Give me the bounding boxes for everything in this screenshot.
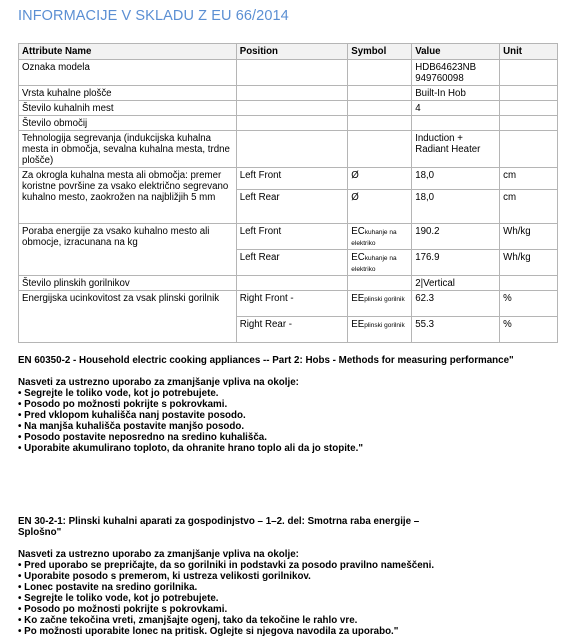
- symbol-main: EE: [351, 293, 365, 304]
- list-item: • Lonec postavite na sredino gorilnika.: [18, 582, 568, 593]
- cell-empty: [236, 86, 348, 101]
- cell-unit: Wh/kg: [500, 250, 558, 276]
- cell-label: Oznaka modela: [19, 60, 237, 86]
- cell-position: Right Rear -: [236, 317, 348, 343]
- cell-empty: [236, 60, 348, 86]
- cell-symbol: [348, 250, 412, 276]
- cell-symbol: [348, 291, 412, 317]
- cell-position: Left Front: [236, 224, 348, 250]
- cell-empty: [500, 101, 558, 116]
- cell-empty: [348, 101, 412, 116]
- cell-empty: [500, 276, 558, 291]
- cell-label: Tehnologija segrevanja (indukcijska kuhalna mesta in območja, sevalna kuhalna mesta, trdne plošče): [19, 131, 237, 168]
- cell-empty: [500, 86, 558, 101]
- cell-unit: Wh/kg: [500, 224, 558, 250]
- list-item: • Posodo po možnosti pokrijte s pokrovkami.: [18, 399, 568, 410]
- cell-empty: [348, 276, 412, 291]
- cell-value: 190.2: [412, 224, 500, 250]
- cell-empty: [500, 131, 558, 168]
- table-row: [19, 291, 558, 317]
- symbol-subscript: plinski gorilnik: [364, 296, 405, 303]
- symbol-subscript: kuhanje na elektriko: [351, 255, 397, 273]
- electric-advice-intro: Nasveti za ustrezno uporabo za zmanjšanje vpliva na okolje:: [18, 377, 299, 388]
- list-item: • Ko začne tekočina vreti, zmanjšajte ogenj, tako da tekočine le rahlo vre.: [18, 615, 568, 626]
- header-attribute: Attribute Name: [19, 44, 237, 60]
- cell-value: 4: [412, 101, 500, 116]
- gas-section: [18, 516, 448, 637]
- table-row: [19, 276, 558, 291]
- table-row: [19, 101, 558, 116]
- list-item: • Segrejte le toliko vode, kot jo potrebujete.: [18, 593, 568, 604]
- cell-position: Left Rear: [236, 250, 348, 276]
- gas-advice-list: [18, 560, 568, 637]
- cell-label: Energijska ucinkovitost za vsak plinski gorilnik: [19, 291, 237, 343]
- table-row: [19, 224, 558, 250]
- table-header-row: [19, 44, 558, 60]
- spacer: [18, 538, 448, 549]
- cell-label: Število plinskih gorilnikov: [19, 276, 237, 291]
- symbol-main: EC: [351, 226, 365, 237]
- symbol-main: EC: [351, 252, 365, 263]
- cell-symbol: [348, 317, 412, 343]
- cell-empty: [348, 86, 412, 101]
- gas-standard-heading: EN 30-2-1: Plinski kuhalni aparati za gospodinjstvo – 1–2. del: Smotrna raba energije – Splošno": [18, 516, 420, 538]
- cell-position: Left Rear: [236, 190, 348, 224]
- list-item: • Uporabite posodo s premerom, ki ustreza velikosti gorilnikov.: [18, 571, 568, 582]
- cell-position: Right Front -: [236, 291, 348, 317]
- cell-value: Built-In Hob: [412, 86, 500, 101]
- header-value: Value: [412, 44, 500, 60]
- cell-empty: [348, 60, 412, 86]
- list-item: • Segrejte le toliko vode, kot jo potrebujete.: [18, 388, 568, 399]
- cell-symbol: Ø: [348, 168, 412, 190]
- product-number: 949760098: [415, 73, 464, 84]
- header-symbol: Symbol: [348, 44, 412, 60]
- cell-label: Za okrogla kuhalna mesta ali območja: premer koristne površine za vsako električno segrevano kuhalno mesto, zaokrožen na najbližjih 5 mm: [19, 168, 237, 224]
- cell-value: [412, 60, 500, 86]
- cell-value: 62.3: [412, 291, 500, 317]
- cell-empty: [236, 116, 348, 131]
- cell-empty: [500, 60, 558, 86]
- symbol-subscript: kuhanje na elektriko: [351, 229, 397, 247]
- cell-label: Vrsta kuhalne plošče: [19, 86, 237, 101]
- table-row: [19, 131, 558, 168]
- list-item: • Uporabite akumulirano toploto, da ohranite hrano toplo ali da jo stopite.": [18, 443, 568, 454]
- cell-empty: [348, 131, 412, 168]
- list-item: • Pred vklopom kuhališča nanj postavite posodo.: [18, 410, 568, 421]
- symbol-main: EE: [351, 319, 365, 330]
- list-item: • Pred uporabo se prepričajte, da so gorilniki in podstavki za posodo pravilno nameščeni.: [18, 560, 568, 571]
- list-item: • Posodo postavite neposredno na sredino kuhališča.: [18, 432, 568, 443]
- table-row: [19, 86, 558, 101]
- cell-value: 176.9: [412, 250, 500, 276]
- page-title: INFORMACIJE V SKLADU Z EU 66/2014: [18, 8, 289, 24]
- list-item: • Na manjša kuhališča postavite manjšo posodo.: [18, 421, 568, 432]
- electric-standard-heading: EN 60350-2 - Household electric cooking appliances -- Part 2: Hobs - Methods for measuring performance": [18, 355, 514, 366]
- cell-empty: [236, 276, 348, 291]
- cell-symbol: Ø: [348, 190, 412, 224]
- cell-value: 18,0: [412, 168, 500, 190]
- spec-table: [18, 43, 558, 343]
- cell-value: 2|Vertical: [412, 276, 500, 291]
- electric-advice-list: [18, 388, 568, 454]
- cell-empty: [236, 131, 348, 168]
- spacer: [18, 366, 568, 377]
- list-item: • Po možnosti uporabite lonec na pritisk. Oglejte si njegova navodila za uporabo.": [18, 626, 568, 637]
- header-position: Position: [236, 44, 348, 60]
- cell-empty: [412, 116, 500, 131]
- table-row: [19, 168, 558, 190]
- gas-advice-intro: Nasveti za ustrezno uporabo za zmanjšanje vpliva na okolje:: [18, 549, 299, 560]
- cell-unit: %: [500, 291, 558, 317]
- cell-unit: cm: [500, 190, 558, 224]
- table-row: [19, 116, 558, 131]
- electric-section: [18, 355, 568, 454]
- cell-empty: [500, 116, 558, 131]
- cell-value: 55.3: [412, 317, 500, 343]
- model-number: HDB64623NB: [415, 62, 477, 73]
- table-row: [19, 60, 558, 86]
- cell-empty: [348, 116, 412, 131]
- cell-label: Število kuhalnih mest: [19, 101, 237, 116]
- cell-unit: cm: [500, 168, 558, 190]
- list-item: • Posodo po možnosti pokrijte s pokrovkami.: [18, 604, 568, 615]
- cell-unit: %: [500, 317, 558, 343]
- header-unit: Unit: [500, 44, 558, 60]
- cell-empty: [236, 101, 348, 116]
- cell-position: Left Front: [236, 168, 348, 190]
- cell-value: 18,0: [412, 190, 500, 224]
- cell-value: Induction + Radiant Heater: [412, 131, 500, 168]
- cell-symbol: [348, 224, 412, 250]
- cell-label: Poraba energije za vsako kuhalno mesto ali obmocje, izracunana na kg: [19, 224, 237, 276]
- symbol-subscript: plinski gorilnik: [364, 322, 405, 329]
- cell-label: Število območij: [19, 116, 237, 131]
